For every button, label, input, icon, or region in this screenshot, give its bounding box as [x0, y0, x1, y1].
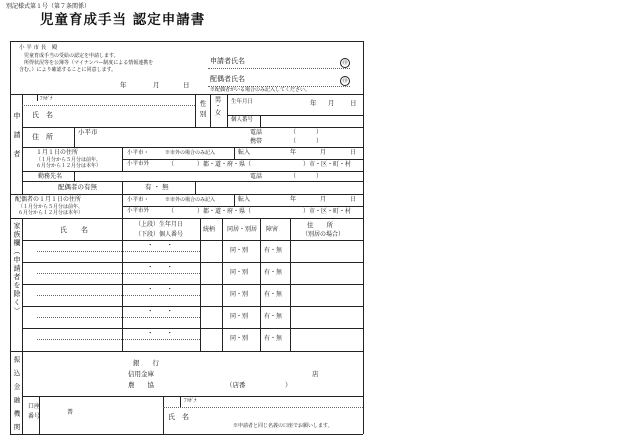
jan1-top-rule	[22, 147, 363, 148]
family-side-label: 家族欄（申請者を除く）	[13, 222, 21, 316]
bank-label: 銀 行	[133, 359, 159, 367]
form-border-top	[10, 41, 363, 42]
sex-mid-rule	[210, 94, 211, 127]
phone-paren-open: （	[290, 129, 297, 136]
workplace-phone-label: 電話	[250, 173, 263, 180]
family-row-rule	[22, 328, 363, 329]
spouse-moved-day: 日	[350, 196, 357, 203]
applicant-top-rule	[10, 94, 363, 95]
mobile-label: 携帯	[250, 138, 263, 145]
family-disability-value[interactable]: 有・無	[264, 291, 283, 298]
jan1-label: １月１日の住所	[36, 149, 79, 156]
family-row-rule	[22, 306, 363, 307]
family-header-rule	[22, 240, 363, 241]
spouse-kodaira-out[interactable]: 小平市外	[127, 208, 150, 214]
form-border-bottom	[10, 434, 363, 435]
addressee: 小 平 市 長 殿	[19, 45, 58, 51]
spouse-seal: ㊞	[340, 76, 350, 86]
side-col-rule	[22, 94, 23, 194]
birth-day: 日	[350, 99, 357, 107]
personal-no-split	[260, 115, 261, 127]
family-row-rule	[22, 262, 363, 263]
col-name-header: 氏 名	[60, 226, 88, 234]
spouse-pref-paren: （	[168, 208, 175, 215]
spouse-presence-label: 配偶者の有無	[58, 183, 97, 191]
birth-label: 生年月日	[231, 99, 254, 105]
branch-no-close: ）	[285, 381, 292, 389]
name-col-rule	[37, 94, 38, 101]
spouse-note: ※配偶者がいる場合のみ記入してください。	[210, 87, 311, 93]
workplace-paren-close: ）	[316, 173, 323, 180]
nokyo-label: 農 協	[128, 381, 154, 389]
birth-month: 月	[328, 99, 335, 107]
applicant-seal: ㊞	[340, 58, 350, 68]
family-cohab-value[interactable]: 同・別	[230, 335, 249, 342]
date-month: 月	[153, 81, 160, 89]
kodaira-in[interactable]: 小平市・	[127, 150, 150, 156]
workplace-col-rule	[74, 171, 75, 181]
spouse-city-label: ）市・区・町・村	[303, 208, 352, 215]
family-cohab-value[interactable]: 同・別	[230, 269, 249, 276]
spouse-jan1-note-2: ６月分から１２月分は本年）	[18, 210, 84, 216]
city-label: ）市・区・町・村	[303, 161, 352, 168]
col-address-sub-header: （別居の場合）	[302, 231, 345, 238]
spouse-name-label: 配偶者氏名	[210, 75, 245, 83]
spouse-top-rule	[10, 194, 363, 195]
account-type[interactable]: 普	[67, 409, 74, 416]
furigana-rule	[22, 105, 195, 106]
spouse-pref-label: ）都・道・府・県（	[197, 208, 252, 215]
address-col-rule	[74, 127, 75, 147]
sex-options[interactable]: 男・女	[213, 96, 222, 116]
family-disability-value[interactable]: 有・無	[264, 313, 283, 320]
holder-label-rule	[180, 396, 181, 407]
mobile-paren-open: （	[290, 138, 297, 145]
spouse-moved-split	[234, 194, 235, 206]
bank-side-rule	[22, 351, 23, 434]
spouse-mid-rule	[122, 206, 363, 207]
sex-left-rule	[195, 94, 196, 127]
pref-paren: （	[168, 161, 175, 168]
address-label: 住 所	[32, 133, 53, 141]
sex-right-rule	[227, 94, 228, 127]
phone-paren-close: ）	[316, 129, 323, 136]
pref-label: ）都・道・府・県（	[197, 161, 252, 168]
col-cohab-header: 同居・別居	[227, 226, 258, 233]
applicant-side-label: 申請者	[13, 112, 21, 169]
form-border-right	[363, 41, 364, 434]
spouse-outside-note: ※市外の場合のみ記入	[165, 197, 216, 203]
col-disability-header: 障害	[266, 226, 279, 233]
intro-line-1: 児童育成手当の受給の認定を申請します。	[24, 53, 119, 59]
applicant-name-field[interactable]	[208, 68, 350, 69]
bank-note: ※申請者と同じ名義の口座でお願いします。	[233, 423, 333, 429]
date-year: 年	[120, 81, 127, 89]
intro-line-2: 所得状況等を公簿等（マイナンバー制度による情報連携を	[24, 60, 154, 66]
bank-top-rule	[10, 351, 363, 352]
page-title: 児童育成手当 認定申請書	[40, 12, 206, 28]
family-subrow-rule	[37, 273, 200, 274]
workplace-label: 勤務先名	[38, 173, 63, 180]
jan1-note-2: ６月分から１２月分は本年）	[36, 163, 102, 169]
date-day: 日	[183, 81, 190, 89]
account-top-rule	[22, 396, 363, 397]
col-birth-top-header: （上段）生年月日	[135, 221, 184, 228]
intro-line-3: 含む。）により確認することに同意します。	[19, 67, 117, 73]
sex-label: 性別	[198, 100, 207, 121]
family-cohab-value[interactable]: 同・別	[230, 247, 249, 254]
furigana-label: ﾌﾘｶﾞﾅ	[40, 96, 53, 102]
family-row-rule	[22, 284, 363, 285]
branch-label: 店	[312, 370, 319, 378]
account-no-label-2: 番号	[28, 413, 41, 420]
spouse-kodaira-in[interactable]: 小平市・	[127, 197, 150, 203]
presence-right-rule	[195, 181, 196, 194]
personal-no-label: 個人番号	[231, 117, 254, 123]
moved-day: 日	[350, 149, 357, 156]
form-number: 別記様式第１号（第７条関係）	[6, 3, 91, 10]
holder-furigana-rule	[163, 407, 363, 408]
family-birth-date[interactable]: ・ ・	[147, 285, 173, 293]
family-subrow-rule	[37, 317, 200, 318]
col-address-header: 住 所	[307, 221, 333, 229]
applicant-name-label: 申請者氏名	[210, 57, 245, 65]
family-birth-date[interactable]: ・ ・	[147, 329, 173, 337]
address-value[interactable]: 小平市	[78, 128, 98, 136]
moved-in-split	[234, 147, 235, 159]
family-disability-value[interactable]: 有・無	[264, 335, 283, 342]
bank-side-label: 振込金融機関	[12, 356, 21, 437]
jan1-note-1: （１月分から５月分は前年、	[36, 157, 102, 163]
family-birth-date[interactable]: ・ ・	[147, 241, 173, 249]
name-label: 氏 名	[32, 111, 53, 119]
spouse-jan1-note-1: （１月分から５月分は前年、	[18, 204, 84, 210]
personal-no-rule	[227, 115, 363, 116]
col-birth-bottom-header: （下段）個人番号	[135, 231, 184, 238]
family-disability-value[interactable]: 有・無	[264, 269, 283, 276]
holder-furigana: ﾌﾘｶﾞﾅ	[184, 398, 197, 404]
kodaira-out[interactable]: 小平市外	[127, 161, 150, 167]
account-no-label-1: 口座	[28, 403, 41, 410]
outside-note: ※市外の場合のみ記入	[165, 150, 216, 156]
spouse-jan1-label: 配偶者の１月１日の住所	[15, 196, 82, 203]
branch-no-label: （店番	[226, 381, 246, 389]
col-relation-header: 続柄	[203, 226, 216, 233]
phone-label: 電話	[250, 129, 263, 136]
family-top-rule	[10, 218, 363, 219]
family-subrow-rule	[37, 295, 200, 296]
family-birth-date[interactable]: ・ ・	[147, 307, 173, 315]
mobile-paren-close: ）	[316, 138, 323, 145]
spouse-presence-options[interactable]: 有 ・ 無	[145, 183, 169, 191]
birth-year: 年	[310, 99, 317, 107]
moved-month: 月	[320, 149, 327, 156]
family-birth-date[interactable]: ・ ・	[147, 263, 173, 271]
spouse-moved-in-label: 転入	[238, 196, 251, 203]
presence-col-rule	[122, 181, 123, 194]
family-subrow-rule	[37, 251, 200, 252]
workplace-paren-open: （	[290, 173, 297, 180]
moved-year: 年	[290, 149, 297, 156]
jan1-mid-rule	[122, 159, 363, 160]
family-disability-value[interactable]: 有・無	[264, 247, 283, 254]
holder-name-label: 氏 名	[168, 413, 189, 421]
family-cohab-value[interactable]: 同・別	[230, 313, 249, 320]
spouse-moved-year: 年	[290, 196, 297, 203]
family-cohab-value[interactable]: 同・別	[230, 291, 249, 298]
form-border-left	[10, 41, 11, 434]
holder-left-rule	[163, 396, 164, 434]
moved-in-label: 転入	[238, 149, 251, 156]
spouse-moved-month: 月	[320, 196, 327, 203]
shinkin-label: 信用金庫	[128, 370, 154, 378]
presence-top-rule	[22, 181, 363, 182]
family-subrow-rule	[37, 339, 200, 340]
